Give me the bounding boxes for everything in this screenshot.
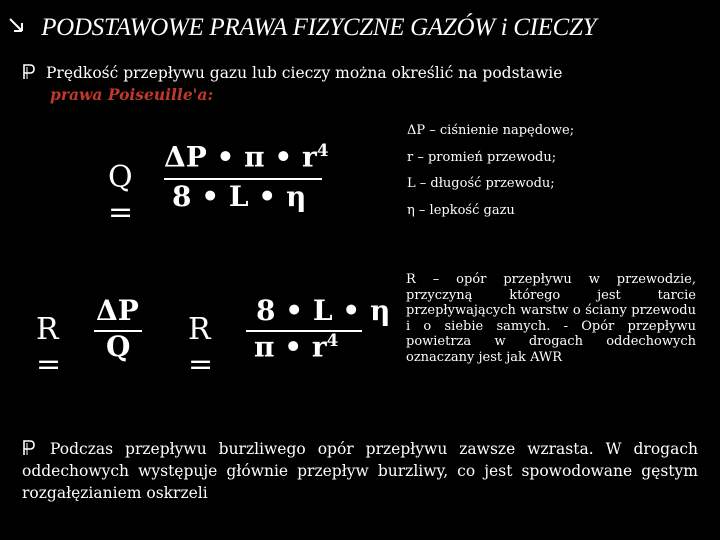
closing-paragraph	[22, 438, 698, 504]
formula-r2-denominator: π • $r^4$	[254, 330, 339, 364]
formula-q-denominator: 8 • L • η	[172, 180, 307, 213]
bullet-p-icon	[22, 62, 38, 82]
title-text: PODSTAWOWE PRAWA FIZYCZNE GAZÓW i CIECZY	[41, 14, 597, 41]
closing-text: Podczas przepływu burzliwego opór przepływu zawsze wzrasta. W drogach oddechowych występuje głównie przepływ burzliwy, co jest spowodowane gęstym rozgałęzianiem oskrzeli	[22, 440, 699, 502]
intro-paragraph	[22, 62, 702, 106]
resistance-description: R – opór przepływu w przewodzie, przyczyną którego jest tarcie przepływających warstw o ściany przewodu i o siebie samych. - Opór przepływu powietrza w drogach oddechowych oznaczany jest jak AWR	[406, 272, 696, 365]
hand-arrow-icon	[8, 15, 35, 40]
bullet-p-icon	[22, 438, 38, 458]
formula-q-lhs: Q =	[108, 160, 134, 230]
law-name: prawa Poiseuille'a:	[50, 85, 214, 104]
formula-q-numerator: ΔP • π • $r^4$	[164, 140, 329, 174]
formula-r1-denominator: Q	[106, 330, 131, 363]
definition-r: r – promień przewodu;	[407, 150, 557, 165]
slide-title	[8, 14, 718, 42]
definition-l: L – długość przewodu;	[407, 176, 555, 191]
formula-r2-lhs: R =	[188, 312, 214, 382]
definition-eta: η – lepkość gazu	[407, 203, 515, 218]
formula-r1-lhs: R =	[36, 312, 62, 382]
definition-dp: ΔP – ciśnienie napędowe;	[407, 123, 575, 138]
formula-r1-numerator: ΔP	[96, 294, 139, 327]
intro-text: Prędkość przepływu gazu lub cieczy można określić na podstawie	[46, 64, 563, 82]
formula-r2-numerator: 8 • L • η	[256, 294, 391, 327]
